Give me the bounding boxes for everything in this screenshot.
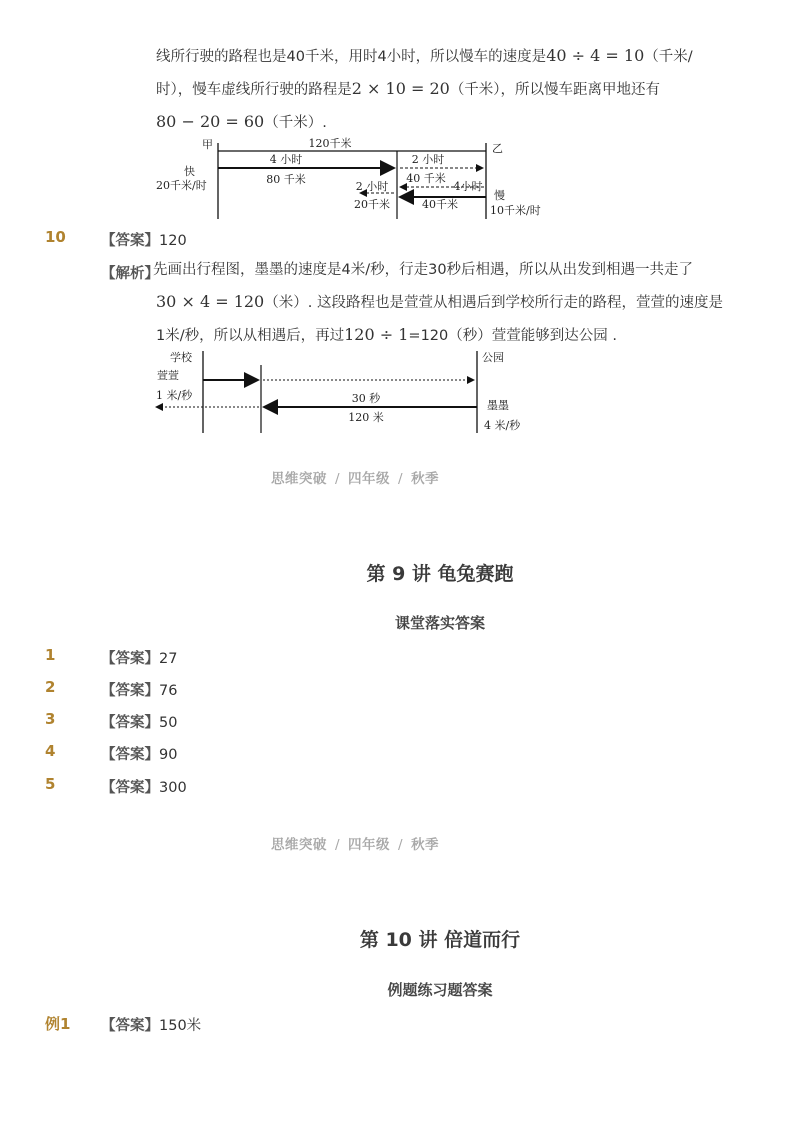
answer-line: 【答案】90: [101, 747, 178, 763]
example-answer-line: 【答案】150米: [101, 1018, 202, 1034]
seg-20km-label: 20千米: [354, 198, 390, 211]
time-label: 30 秒: [351, 392, 381, 405]
mo-label: 墨墨: [487, 399, 509, 412]
travel-diagram-1: [150, 135, 560, 225]
seg-40km-bottom-label: 40千米: [422, 198, 458, 211]
answer-tag: 【答案】: [101, 233, 159, 249]
park-label: 公园: [482, 351, 504, 364]
example-number: 例1: [45, 1015, 71, 1033]
explanation-line-2: 30 × 4 = 120（米）. 这段路程也是萱萱从相遇后到学校所行走的路程，萱萱的速度是: [156, 292, 723, 311]
school-label: 学校: [170, 351, 192, 364]
fast-label: 快: [184, 165, 195, 178]
distance-label: 120 米: [348, 411, 384, 424]
answer-number: 5: [45, 775, 56, 793]
page-footer: 思维突破 / 四年级 / 秋季: [270, 837, 440, 853]
lecture-10-title: 第 10 讲 倍道而行: [359, 929, 521, 951]
answer-number: 1: [45, 646, 56, 664]
seg-2h-mid-label: 2 小时: [355, 180, 389, 193]
explanation-tag: 【解析】: [101, 266, 159, 282]
answer-line: 【答案】300: [101, 780, 187, 796]
solution-line-3: 80 − 20 = 60（千米）.: [156, 112, 327, 131]
seg-4h-label: 4 小时: [269, 153, 303, 166]
slow-label: 慢: [494, 189, 505, 202]
explanation-line-3: 1米/秒，所以从相遇后，再过120 ÷ 1=120（秒）萱萱能够到达公园 .: [156, 325, 617, 344]
seg-2h-top-label: 2 小时: [411, 153, 445, 166]
answer-line: 【答案】76: [101, 683, 178, 699]
xuan-speed-label: 1 米/秒: [156, 389, 193, 402]
explanation-line-1: 先画出行程图，墨墨的速度是4米/秒，行走30秒后相遇，所以从出发到相遇一共走了: [153, 262, 694, 278]
fast-speed-label: 20千米/时: [156, 179, 207, 192]
answer-number: 4: [45, 742, 56, 760]
answer-line: [101, 229, 187, 250]
answer-number: 3: [45, 710, 56, 728]
travel-diagram-2: [150, 345, 540, 437]
answer-value: 120: [159, 233, 187, 249]
answer-number: 2: [45, 678, 56, 696]
xuan-label: 萱萱: [157, 369, 179, 382]
mo-speed-label: 4 米/秒: [484, 419, 521, 432]
answer-line: 【答案】50: [101, 715, 178, 731]
lecture-9-subtitle: 课堂落实答案: [394, 614, 485, 632]
slow-speed-label: 10千米/时: [490, 204, 541, 217]
total-label: 120千米: [308, 137, 352, 150]
solution-line-2: 时），慢车虚线所行驶的路程是2 × 10 = 20（千米），所以慢车距离甲地还有: [156, 79, 661, 98]
solution-paragraph: [156, 40, 726, 139]
page-footer: 思维突破 / 四年级 / 秋季: [270, 471, 440, 487]
lecture-10-subtitle: 例题练习题答案: [387, 981, 493, 999]
seg-4h-mid-label: 4小时: [453, 180, 483, 193]
question-number: 10: [45, 228, 66, 246]
left-end-label: 甲: [202, 138, 213, 151]
explanation-paragraph: [153, 255, 731, 352]
right-end-label: 乙: [492, 142, 503, 155]
seg-80km-label: 80 千米: [266, 173, 306, 186]
answer-line: 【答案】27: [101, 651, 178, 667]
seg-40km-top-label: 40 千米: [406, 172, 446, 185]
lecture-9-title: 第 9 讲 龟兔赛跑: [366, 563, 514, 585]
solution-line-1: 线所行驶的路程也是40千米，用时4小时，所以慢车的速度是40 ÷ 4 = 10（千米/: [156, 46, 693, 65]
